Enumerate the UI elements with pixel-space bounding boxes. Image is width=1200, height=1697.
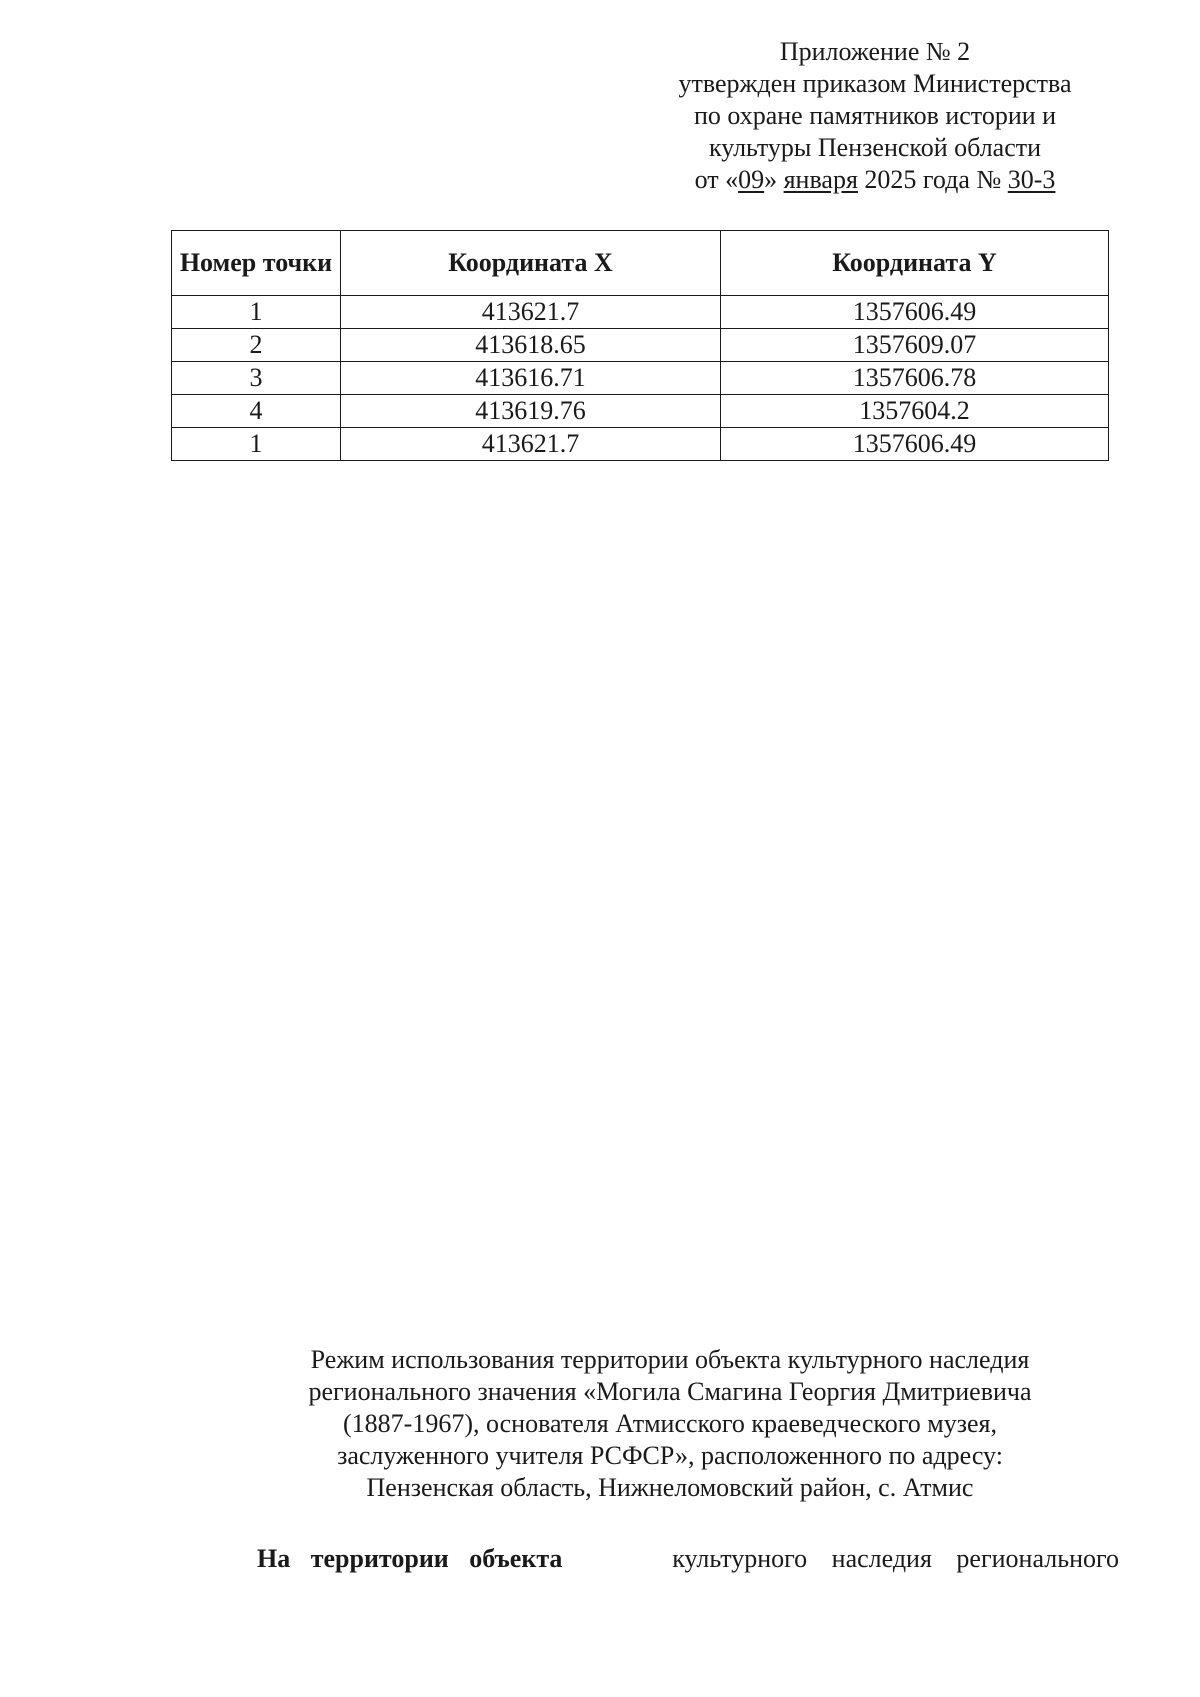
regime-line-4: заслуженного учителя РСФСР», расположенного по адресу: [337,1441,1003,1470]
cell-point-number: 1 [172,296,341,329]
approval-line-3: по охране памятников истории и [693,101,1057,130]
cell-coordinate-x: 413621.7 [341,296,721,329]
table-row [172,296,1109,329]
regime-line-5: Пензенская область, Нижнеломовский район, с. Атмис [366,1473,974,1502]
table-header-row [172,231,1109,296]
header-coordinate-y: Координата Y [721,231,1109,296]
cell-point-number: 1 [172,428,341,461]
cell-coordinate-x: 413616.71 [341,362,721,395]
cell-coordinate-y: 1357606.49 [721,296,1109,329]
cell-coordinate-y: 1357606.78 [721,362,1109,395]
date-month: января [783,165,858,194]
approval-block [660,36,1090,196]
regime-heading [250,1344,1090,1504]
approval-date-line [660,164,1090,196]
date-prefix: от « [694,165,739,194]
regime-line-3: (1887-1967), основателя Атмисского краеведческого музея, [343,1409,997,1438]
body-paragraph [257,1543,1119,1575]
date-mid: » [764,165,784,194]
cell-point-number: 3 [172,362,341,395]
header-point-number: Номер точки [172,231,341,296]
header-coordinate-x: Координата X [341,231,721,296]
date-day: 09 [738,165,765,194]
approval-line-2: утвержден приказом Министерства [678,69,1072,98]
cell-coordinate-x: 413619.76 [341,395,721,428]
regime-line-1: Режим использования территории объекта культурного наследия [310,1345,1030,1374]
table-row [172,362,1109,395]
appendix-title: Приложение № 2 [779,37,971,66]
cell-point-number: 2 [172,329,341,362]
regime-line-2: регионального значения «Могила Смагина Георгия Дмитриевича [308,1377,1032,1406]
date-year: 2025 года № [857,165,1008,194]
cell-point-number: 4 [172,395,341,428]
cell-coordinate-y: 1357609.07 [721,329,1109,362]
table-row [172,428,1109,461]
cell-coordinate-x: 413621.7 [341,428,721,461]
coordinates-table [171,230,1109,461]
table-row [172,395,1109,428]
body-bold-start: На территории объекта [257,1544,563,1573]
cell-coordinate-y: 1357604.2 [721,395,1109,428]
cell-coordinate-y: 1357606.49 [721,428,1109,461]
approval-line-4: культуры Пензенской области [708,133,1042,162]
body-rest-text: культурного наследия регионального [672,1544,1119,1573]
cell-coordinate-x: 413618.65 [341,329,721,362]
table-row [172,329,1109,362]
order-number: 30-3 [1007,165,1056,194]
